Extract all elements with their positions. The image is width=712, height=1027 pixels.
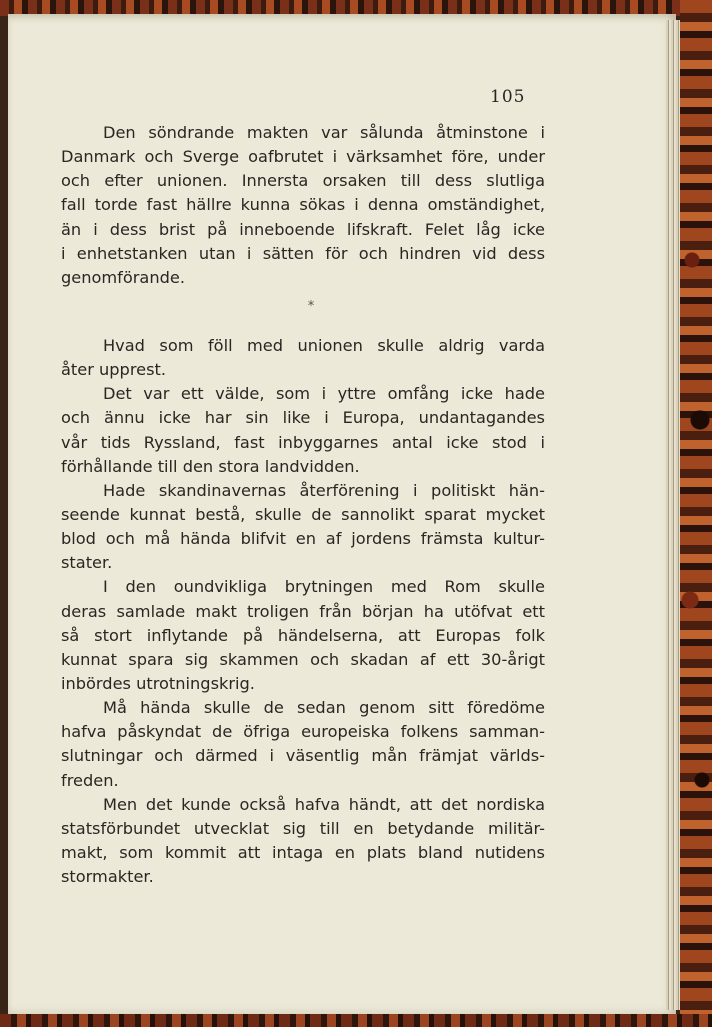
text-line: vår tids Ryssland, fast inbyggarnes antal icke stod i [61,432,545,452]
text-line: och ännu icke har sin like i Europa, undantagandes [61,408,545,428]
page-edges [666,20,680,1010]
text-line: och efter unionen. Innersta orsaken till dess slutliga [61,171,545,191]
text-line: blod och må hända blifvit en af jordens främsta kultur- [61,529,545,549]
text-line: Hvad som föll med unionen skulle aldrig varda [103,335,545,355]
paragraph-1 [61,121,545,290]
text-line: fall torde fast hällre kunna sökas i denna omständighet, [61,195,545,215]
text-line: deras samlade makt troligen från början ha utöfvat ett [61,601,545,621]
body-text [61,121,545,889]
text-line: statsförbundet utvecklat sig till en betydande militär- [61,818,545,838]
paragraph-5 [61,575,545,696]
text-line: så stort inflytande på händelserna, att Europas folk [61,625,545,645]
text-line: hafva påskyndat de öfriga europeiska folkens samman- [61,722,545,742]
text-line: Hade skandinavernas återförening i politiskt hän- [103,480,545,500]
paragraph-7 [61,793,545,890]
text-line: inbördes utrotningskrig. [61,673,255,693]
text-line: slutningar och därmed i väsentlig mån främjat världs- [61,746,545,766]
paragraph-2 [61,334,545,382]
text-line: seende kunnat bestå, skulle de sannolikt sparat mycket [61,504,545,524]
text-line: Men det kunde också hafva händt, att det nordiska [103,794,545,814]
marbled-binding [680,0,712,1027]
text-line: freden. [61,770,119,790]
text-line: åter upprest. [61,360,167,380]
text-line: genomförande. [61,267,185,287]
text-line: stater. [61,553,113,573]
paragraph-4 [61,479,545,576]
page-number: 105 [490,87,526,107]
text-line: än i dess brist på inneboende lifskraft. Felet låg icke [61,219,545,239]
paragraph-6 [61,696,545,793]
text-line: Danmark och Sverge oafbrutet i värksamhet före, under [61,147,545,167]
text-line: kunnat spara sig skammen och skadan af ett 30-årigt [61,649,545,669]
section-separator: * [307,298,315,314]
text-line: makt, som kommit att intaga en plats bland nutidens [61,842,545,862]
text-line: förhållande till den stora landvidden. [61,456,360,476]
text-line: Det var ett välde, som i yttre omfång icke hade [103,384,545,404]
text-line: stormakter. [61,867,154,887]
text-line: I den oundvikliga brytningen med Rom skulle [103,577,545,597]
text-line: Må hända skulle de sedan genom sitt föredöme [103,698,545,718]
paragraph-3 [61,382,545,479]
marbled-bottom-edge [0,1014,712,1027]
text-line: i enhetstanken utan i sätten för och hindren vid dess [61,243,545,263]
text-line: Den söndrande makten var sålunda åtminstone i [103,123,545,142]
